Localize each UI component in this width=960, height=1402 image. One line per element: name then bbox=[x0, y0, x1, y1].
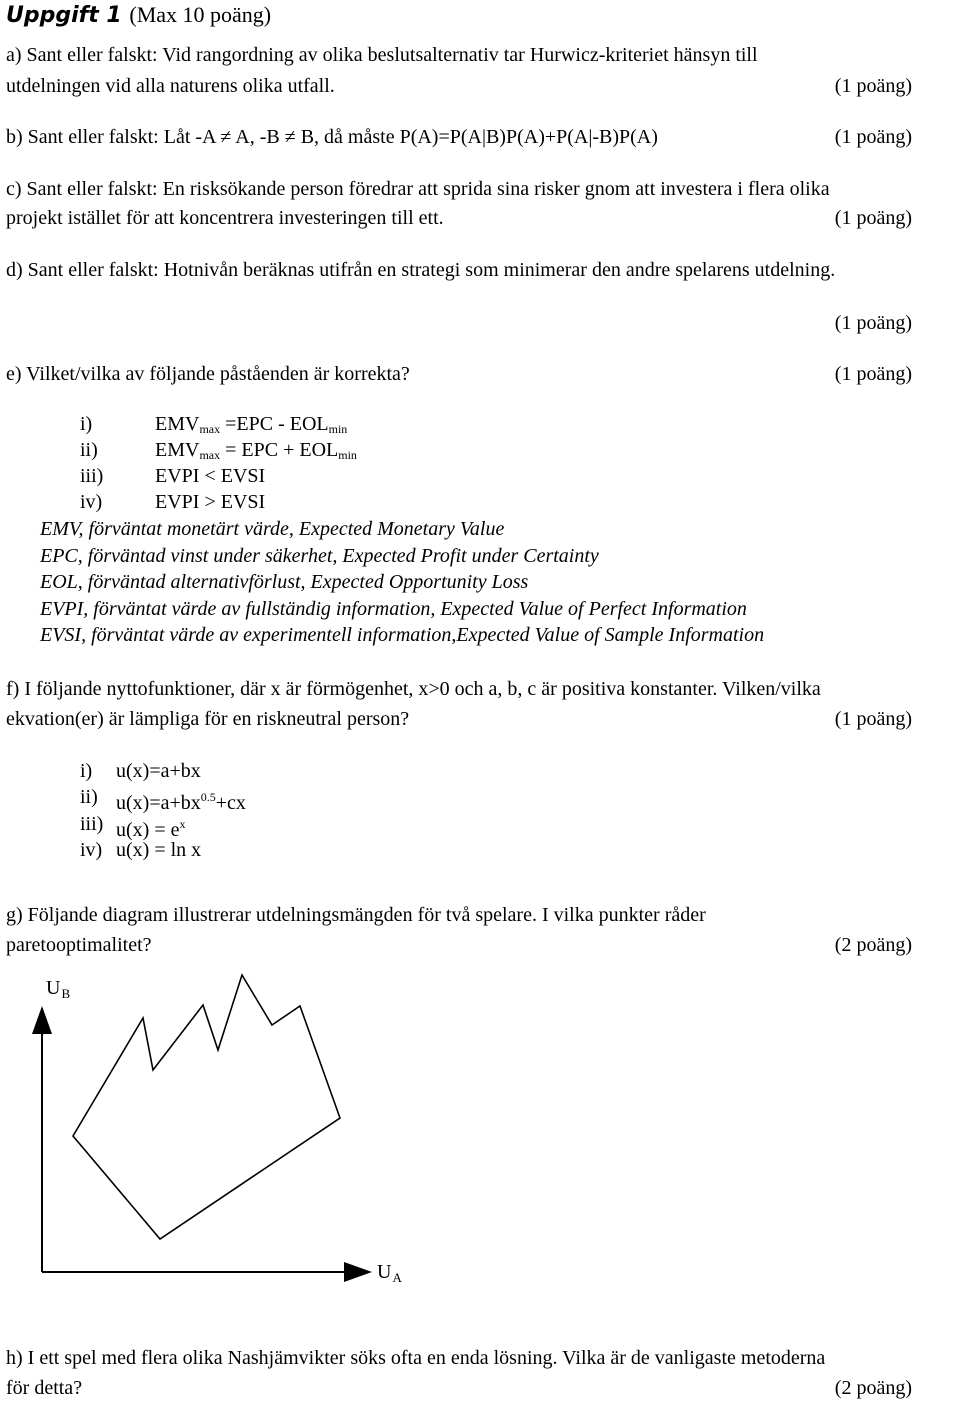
neq-symbol: ≠ bbox=[220, 126, 232, 148]
question-b-mid: A, -B bbox=[231, 126, 285, 148]
question-d-line1: d) Sant eller falskt: Hotnivån beräknas utifrån en strategi som minimerar den andre spelarens utdelning. bbox=[6, 259, 836, 281]
item-text: u(x)=a+bx bbox=[116, 792, 201, 814]
item-text: EMV bbox=[155, 439, 200, 461]
item-text: u(x) = e bbox=[116, 819, 180, 841]
question-h-line1: h) I ett spel med flera olika Nashjämvikter söks ofta en enda lösning. Vilka är de vanligaste metoderna bbox=[6, 1347, 826, 1369]
item-subscript: max bbox=[199, 448, 221, 462]
definition-epc: EPC, förväntad vinst under säkerhet, Expected Profit under Certainty bbox=[40, 545, 599, 567]
item-e-iv: EVPI > EVSI bbox=[155, 491, 266, 513]
definition-eol: EOL, förväntad alternativförlust, Expected Opportunity Loss bbox=[40, 571, 529, 593]
task-title-sub: (Max 10 poäng) bbox=[129, 2, 272, 27]
definition-evsi: EVSI, förväntat värde av experimentell information,Expected Value of Sample Information bbox=[40, 624, 765, 646]
item-text: = EPC + EOL bbox=[220, 439, 339, 461]
item-e-iii: EVPI < EVSI bbox=[155, 465, 266, 487]
question-c-points: (1 poäng) bbox=[834, 207, 912, 229]
item-subscript: min bbox=[328, 422, 348, 436]
question-a-line1: a) Sant eller falskt: Vid rangordning av olika beslutsalternativ tar Hurwicz-kriteriet hänsyn till bbox=[6, 44, 758, 66]
question-e-text: e) Vilket/vilka av följande påståenden är korrekta? bbox=[6, 363, 410, 385]
question-g-line2: paretooptimalitet? bbox=[6, 934, 152, 956]
question-g-line1: g) Följande diagram illustrerar utdelningsmängden för två spelare. I vilka punkter råder bbox=[6, 904, 706, 926]
question-b-text bbox=[6, 124, 658, 150]
neq-symbol: ≠ bbox=[284, 126, 296, 148]
question-h-points: (2 poäng) bbox=[834, 1377, 912, 1399]
question-b-pre: b) Sant eller falskt: Låt -A bbox=[6, 126, 221, 148]
item-superscript: x bbox=[179, 817, 186, 831]
task-title-main: Uppgift 1 bbox=[6, 3, 122, 28]
definition-evpi: EVPI, förväntat värde av fullständig information, Expected Value of Perfect Information bbox=[40, 598, 747, 620]
item-e-label: iii) bbox=[80, 465, 104, 487]
question-c-line2: projekt istället för att koncentrera investeringen till ett. bbox=[6, 207, 444, 229]
item-f-label: iii) bbox=[80, 813, 104, 835]
question-f-line2: ekvation(er) är lämpliga för en riskneutral person? bbox=[6, 708, 410, 730]
question-c-line1: c) Sant eller falskt: En risksökande person föredrar att sprida sina risker gnom att investera i flera olika bbox=[6, 178, 830, 200]
question-b-post: B, då måste P(A)=P(A|B)P(A)+P(A|-B)P(A) bbox=[295, 126, 658, 148]
utility-diagram bbox=[0, 970, 960, 1290]
question-a-line2: utdelningen vid alla naturens olika utfall. bbox=[6, 75, 335, 97]
item-f-label: ii) bbox=[80, 786, 98, 808]
item-text: =EPC - EOL bbox=[220, 413, 329, 435]
question-e-points: (1 poäng) bbox=[834, 363, 912, 385]
definition-emv: EMV, förväntat monetärt värde, Expected Monetary Value bbox=[40, 518, 505, 540]
item-e-label: i) bbox=[80, 413, 93, 435]
question-h-line2: för detta? bbox=[6, 1377, 83, 1399]
question-a-points: (1 poäng) bbox=[834, 75, 912, 97]
item-f-label: i) bbox=[80, 760, 93, 782]
question-f-points: (1 poäng) bbox=[834, 708, 912, 730]
item-superscript: 0.5 bbox=[200, 790, 216, 804]
question-d-points: (1 poäng) bbox=[834, 312, 912, 334]
question-f-line1: f) I följande nyttofunktioner, där x är förmögenhet, x>0 och a, b, c är positiva konstanter. Vilken/vilka bbox=[6, 678, 821, 700]
item-f-label: iv) bbox=[80, 839, 103, 861]
item-e-label: iv) bbox=[80, 491, 103, 513]
item-subscript: max bbox=[199, 422, 221, 436]
x-axis-label: $U_A$ bbox=[377, 1261, 402, 1285]
question-b-points: (1 poäng) bbox=[834, 126, 912, 148]
item-f-iv: u(x) = ln x bbox=[116, 839, 202, 861]
item-text: +cx bbox=[215, 792, 246, 814]
task-title bbox=[6, 2, 271, 29]
item-f-i: u(x)=a+bx bbox=[116, 760, 201, 782]
question-g-points: (2 poäng) bbox=[834, 934, 912, 956]
y-axis-label: $U_B$ bbox=[46, 977, 71, 1001]
item-text: EMV bbox=[155, 413, 200, 435]
item-subscript: min bbox=[338, 448, 357, 462]
item-e-label: ii) bbox=[80, 439, 98, 461]
payoff-region bbox=[73, 975, 340, 1239]
